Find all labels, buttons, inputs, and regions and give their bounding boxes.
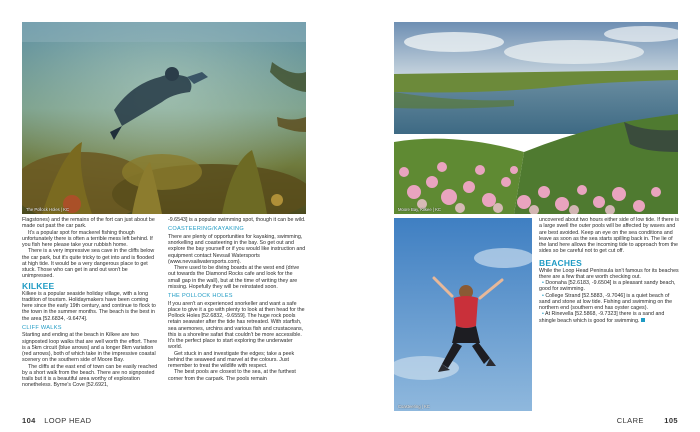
right-column — [539, 217, 679, 324]
beach-item: • At Rinevella [52.5868, -9.7323] there is a sand and shingle beach which is good for swimming. — [539, 311, 665, 324]
heading-cliff-walks: CLIFF WALKS — [22, 324, 62, 331]
coasteering-image — [394, 218, 532, 411]
heading-beaches: BEACHES — [539, 257, 582, 268]
paragraph: The cliffs at the east end of town can be easily reached by a short walk from the beach. There are no signposted trails but it is a beautiful area worthy of exploration nonetheless. Byrne's Cove [52.6921, — [22, 363, 158, 389]
paragraph: While the Loop Head Peninsula isn't famous for its beaches there are a few that are worth checking out. — [539, 267, 679, 280]
pollock-holes-photo — [22, 22, 306, 214]
paragraph: There used to be diving boards at the west end (drive out towards the Diamond Rocks cafe and look for the small gap in the wall), but at the time of writing they are missing. Hopefully they will be reinstated soon. — [168, 265, 300, 290]
paragraph: There is a very impressive sea cave in the cliffs below the car park, but it's quite tricky to get into and is flooded at high tide. It would be a very dangerous place to get stuck. Those who can get in and out won't be unimpressed. — [22, 248, 155, 280]
moore-bay-photo — [394, 22, 678, 214]
paragraph: uncovered about two hours either side of low tide. If there is a large swell the outer pools will be affected by waves and are best avoided. Keep an eye on the sea conditions and leave as soon as the sea starts spilling back in. The lie of the land here allows the incoming tide to approach from the sides so be careful not to get cut off. — [539, 217, 679, 255]
coasteering-photo — [394, 218, 532, 411]
section-name: CLARE — [616, 416, 644, 425]
end-marker-icon — [641, 318, 645, 322]
beach-doonaha: Doonaha [52.6183, -9.6504] is a pleasant sandy beach, good for swimming. — [539, 280, 676, 293]
paragraph: Starting and ending at the beach in Kilkee are two signposted loop walks that are well worth the effort. There is a 5km circuit (blue arrows) and a longer 8km variation (red arrows), both of which take in the impressive coastal scenery on the southern side of Moore Bay. — [22, 332, 158, 364]
paragraph: There are plenty of opportunities for kayaking, swimming, snorkelling and coasteering in the bay. So get out and explore the bay yourself or if you would like instruction and equipment contact Nevsail Watersports (www.nevsailwatersports.com). — [168, 233, 306, 265]
paragraph: It's a popular spot for mackerel fishing though unfortunately there is often a terrible mess left behind. If you fish here please take your rubbish home. — [22, 229, 153, 248]
left-column-2 — [168, 217, 306, 382]
paragraph: The best pools are closest to the sea, at the furthest corner from the carpark. The pools remain — [168, 369, 296, 382]
left-column-1 — [22, 217, 159, 389]
beach-item: • College Strand [52.5883, -9.7046] is a quiet beach of sand and stone at low tide. Fishing and swimming on the northern end (southern end has oyster cages). — [539, 292, 673, 311]
page-number: 104 — [22, 416, 36, 425]
paragraph: Flagstones) and the remains of the fort can just about be made out past the car park. — [22, 217, 155, 230]
right-footer — [617, 416, 678, 425]
heading-kilkee: KILKEE — [22, 280, 55, 291]
heading-pollock-holes: THE POLLOCK HOLES — [168, 293, 233, 299]
photo-caption: The Pollock Holes | KC — [26, 207, 69, 212]
page-number: 105 — [664, 416, 678, 425]
pollock-holes-image — [22, 22, 306, 214]
paragraph: If you aren't an experienced snorkeller and want a safe place to give it a go with plenty to look at then head for the Pollock Holes [52.6832, -9.6559]. The huge rock pools retain seawater after the tide has retreated. With starfish, sea anemones, urchins and various fish and crustaceans, this is a shoreline safari that couldn't be more accessible. It's the perfect place to start exploring the underwater world. — [168, 300, 305, 351]
heading-coasteering: COASTEERING/KAYAKING — [168, 226, 245, 233]
left-footer — [22, 416, 91, 425]
paragraph: Get stuck in and investigate the edges; take a peek behind the seaweed and marvel at the colours. Just remember to treat the wildlife with respect. — [168, 350, 295, 369]
beach-item: • Doonaha [52.6183, -9.6504] is a pleasant sandy beach, good for swimming. — [539, 280, 676, 293]
section-name: LOOP HEAD — [44, 416, 92, 425]
paragraph: Kilkee is a popular seaside holiday village, with a long tradition of tourism. Holidaymakers have been coming here since the early 19th century, and continue to flock to the town in the summer months. The beach is the best in the area [52.6834, -9.6474]. — [22, 290, 156, 322]
photo-caption: Moore Bay, Kilkee | KC — [398, 207, 441, 212]
paragraph: -9.6543] is a popular swimming spot, though it can be wild. — [168, 217, 306, 223]
beach-college-strand: College Strand [52.5883, -9.7046] is a quiet beach of sand and stone at low tide. Fishing and swimming on the northern end (southern end has oyster cages). — [539, 292, 673, 311]
photo-caption: Coasteering | KC — [398, 404, 430, 409]
beach-rinevella: At Rinevella [52.5868, -9.7323] there is a sand and shingle beach which is good for swimming. — [539, 311, 665, 324]
moore-bay-image — [394, 22, 678, 214]
